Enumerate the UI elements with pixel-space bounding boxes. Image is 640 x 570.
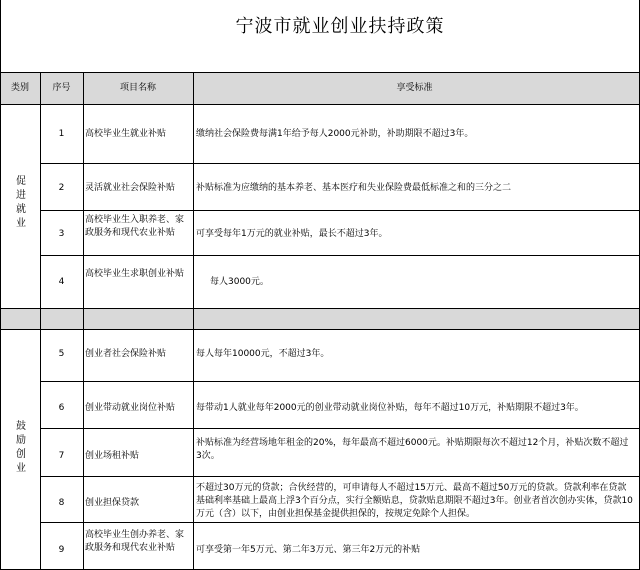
row-standard: 缴纳社会保险费每满1年给予每人2000元补助，补助期限不超过3年。 — [196, 129, 474, 139]
row-name: 创业场租补贴 — [85, 451, 140, 461]
row-standard: 每人3000元。 — [210, 277, 269, 287]
row-seq: 4 — [58, 277, 65, 287]
row-standard: 可享受每年1万元的就业补贴，最长不超过3年。 — [196, 229, 388, 239]
grid-line — [193, 72, 194, 569]
grid-line — [0, 329, 640, 330]
grid-line — [0, 308, 640, 309]
row-name: 高校毕业生入职养老、家政服务和现代农业补贴 — [85, 215, 185, 238]
grid-line — [40, 428, 640, 429]
row-seq: 8 — [58, 498, 65, 508]
header-category: 类别 — [10, 83, 29, 93]
row-seq: 7 — [58, 451, 65, 461]
row-name: 高校毕业生就业补贴 — [85, 129, 167, 139]
header-name: 项目名称 — [119, 83, 156, 93]
grid-line — [0, 72, 640, 73]
grid-line — [40, 476, 640, 477]
row-seq: 6 — [58, 403, 65, 413]
row-seq: 5 — [58, 349, 65, 359]
grid-line — [83, 72, 84, 569]
row-standard: 不超过30万元的贷款；合伙经营的，可申请每人不超过15万元、最高不超过50万元的贷款。贷款利率在贷款基础利率基础上最高上浮3个百分点，实行全额贴息，贷款贴息期限不超过3年。创业者首次创办实体，贷款10万元（含）以下，由创业担保基金提供担保的，按规定免除个人担保。 — [196, 483, 633, 519]
row-standard: 可享受第一年5万元、第二年3万元、第三年2万元的补贴 — [196, 545, 421, 555]
grid-line — [40, 210, 640, 211]
row-standard: 每带动1人就业每年2000元的创业带动就业岗位补贴，每年不超过10万元，补贴期限不超过3年。 — [196, 403, 584, 413]
row-standard: 每人每年10000元，不超过3年。 — [196, 349, 330, 359]
row-name: 高校毕业生求职创业补贴 — [85, 269, 185, 279]
category-encourage-entrepreneurship: 鼓励创业 — [16, 421, 26, 474]
row-seq: 3 — [58, 229, 65, 239]
grid-line — [40, 522, 640, 523]
header-standard: 享受标准 — [396, 83, 433, 93]
row-name: 创业者社会保险补贴 — [85, 349, 167, 359]
page-title: 宁波市就业创业扶持政策 — [235, 16, 445, 37]
row-seq: 1 — [58, 129, 65, 139]
row-name: 灵活就业社会保险补贴 — [85, 183, 176, 193]
grid-line — [40, 255, 640, 256]
grid-line — [0, 0, 1, 570]
row-name: 高校毕业生创办养老、家政服务和现代农业补贴 — [85, 530, 185, 553]
grid-line — [40, 381, 640, 382]
grid-line — [0, 104, 640, 105]
row-seq: 9 — [58, 545, 65, 555]
header-seq: 序号 — [52, 83, 71, 93]
row-standard: 补贴标准为经营场地年租金的20%，每年最高不超过6000元。补贴期限每次不超过12个月，补贴次数不超过3次。 — [196, 438, 629, 461]
category-promote-employment: 促进就业 — [16, 176, 26, 229]
grid-line — [40, 72, 41, 569]
row-name: 创业带动就业岗位补贴 — [85, 403, 176, 413]
row-name: 创业担保贷款 — [85, 498, 140, 508]
row-standard: 补贴标准为应缴纳的基本养老、基本医疗和失业保险费最低标准之和的三分之二 — [196, 183, 512, 193]
row-seq: 2 — [58, 183, 65, 193]
separator-row-background — [0, 308, 640, 329]
grid-line — [40, 163, 640, 164]
